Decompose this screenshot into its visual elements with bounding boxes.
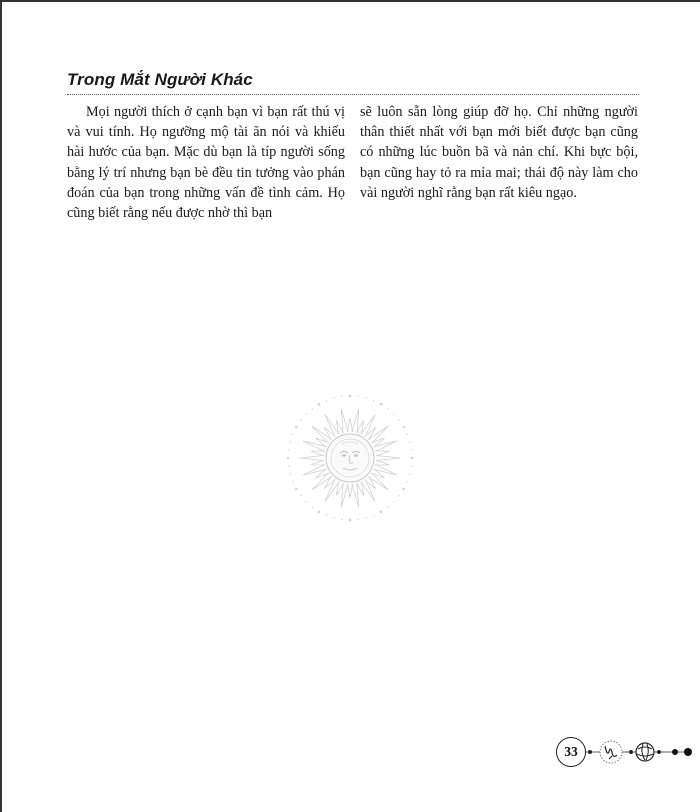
ring-dot [333, 397, 334, 398]
ring-dot [407, 434, 408, 435]
ring-dot [288, 465, 289, 466]
globe-icon [634, 741, 656, 763]
ring-dot [393, 501, 394, 502]
sun-ray [303, 441, 327, 452]
ring-dot [357, 396, 358, 397]
ring-dot [409, 473, 410, 474]
ring-dot [295, 488, 298, 491]
sun-ray [341, 483, 348, 507]
sun-ray [341, 409, 348, 433]
ring-dot [292, 434, 293, 435]
ring-dot [373, 515, 374, 516]
ring-dot [409, 441, 410, 442]
ring-dot [289, 473, 290, 474]
zodiac-symbol-icon [598, 737, 624, 767]
sun-ray [352, 409, 359, 433]
ring-dot [333, 517, 334, 518]
ring-dot [380, 510, 383, 513]
sun-ray [352, 483, 359, 507]
ring-dot [312, 408, 313, 409]
ring-dot [387, 507, 388, 508]
sun-ray [375, 451, 389, 456]
ring-dot [341, 519, 342, 520]
page-number: 33 [556, 737, 586, 767]
ring-dot [411, 457, 414, 460]
ring-dot [365, 397, 366, 398]
ring-dot [326, 515, 327, 516]
ring-dot [373, 400, 374, 401]
ring-dot [341, 396, 342, 397]
ring-dot [407, 481, 408, 482]
ring-dot [300, 420, 301, 421]
ring-dot [380, 403, 383, 406]
ring-dot [326, 400, 327, 401]
sun-ray [300, 455, 324, 460]
sun-face-icon [280, 388, 420, 528]
body-text-right: sẽ luôn sẵn lòng giúp đỡ họ. Chỉ những người thân thiết nhất với bạn mới biết được bạn cũng có những lúc buồn bã và nản chí. Khi bực bội, bạn cũng hay tỏ ra mỉa mai; thái độ này làm cho vài người nghĩ rằng bạn rất kiêu ngạo. [360, 104, 638, 201]
sun-ray [373, 441, 397, 452]
sun-ray [347, 418, 352, 432]
ring-dot [399, 420, 400, 421]
ring-dot [306, 414, 307, 415]
page-footer [556, 736, 700, 772]
ring-dot [300, 495, 301, 496]
sun-ray [347, 484, 352, 498]
ring-dot [318, 403, 321, 406]
ring-dot [402, 426, 405, 429]
ring-dot [365, 517, 366, 518]
body-text-left: Mọi người thích ở cạnh bạn vì bạn rất thú vị và vui tính. Họ ngưỡng mộ tài ăn nói và khiếu hài hước của bạn. Mặc dù bạn là típ người sống bằng lý trí nhưng bạn bè đều tin tưởng vào phán đoán của bạn trong những vấn đề tình cảm. Họ cũng biết rằng nếu được nhờ thì bạn [67, 104, 345, 222]
ring-dot [357, 519, 358, 520]
ring-dot [287, 457, 290, 460]
dotted-divider [67, 94, 639, 95]
section-title: Trong Mắt Người Khác [67, 70, 253, 89]
body-column-left [67, 102, 345, 223]
sun-ray [303, 464, 327, 475]
ring-dot [393, 414, 394, 415]
sun-ray [376, 455, 400, 460]
ring-dot [306, 501, 307, 502]
ring-dot [387, 408, 388, 409]
ring-dot [289, 441, 290, 442]
sun-ray [311, 451, 325, 456]
ring-dot [349, 395, 352, 398]
sun-ray [373, 464, 397, 475]
ring-dot [295, 426, 298, 429]
ring-dot [312, 507, 313, 508]
ring-dot [402, 488, 405, 491]
ring-dot [318, 510, 321, 513]
body-column-right [360, 102, 638, 203]
ring-dot [411, 465, 412, 466]
ring-dot [349, 519, 352, 522]
sun-ray [375, 460, 389, 465]
ring-dot [288, 449, 289, 450]
ring-dot [399, 495, 400, 496]
ring-dot [411, 449, 412, 450]
ring-dot [292, 481, 293, 482]
